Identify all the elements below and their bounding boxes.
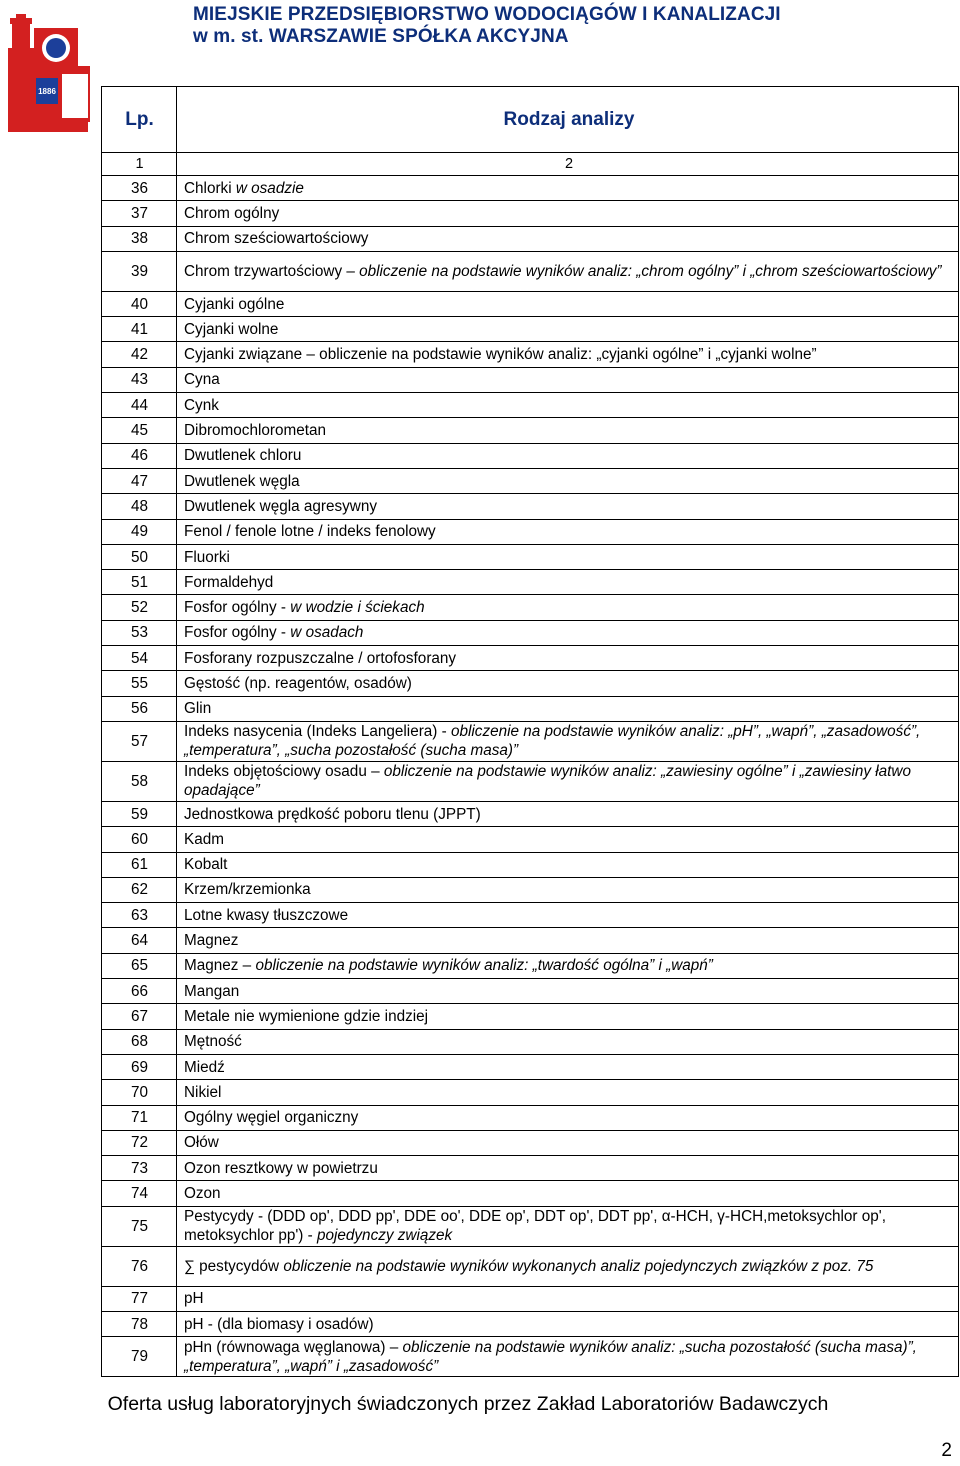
row-lp: 44	[102, 393, 177, 418]
row-analysis-name	[177, 1105, 959, 1130]
row-analysis-name	[177, 251, 959, 291]
row-name-italic: obliczenie na podstawie wyników analiz: „zawiesiny ogólne” i „zawiesiny łatwo opadające”	[184, 763, 911, 800]
row-name-italic: w wodzie i ściekach	[290, 599, 425, 617]
row-lp: 71	[102, 1105, 177, 1130]
row-analysis-name	[177, 1130, 959, 1155]
row-lp: 61	[102, 852, 177, 877]
table-row	[102, 1246, 959, 1286]
row-analysis-name	[177, 342, 959, 367]
row-lp: 76	[102, 1246, 177, 1286]
row-lp: 47	[102, 468, 177, 493]
row-name-text: Formaldehyd	[184, 573, 274, 591]
row-name-text: Mangan	[184, 982, 240, 1000]
row-analysis-name	[177, 494, 959, 519]
row-name-text: Miedź	[184, 1058, 225, 1076]
row-analysis-name	[177, 201, 959, 226]
table-row	[102, 1286, 959, 1311]
row-lp: 45	[102, 418, 177, 443]
row-name-text: Cyna	[184, 371, 220, 389]
row-analysis-name	[177, 801, 959, 826]
row-name-text: Dwutlenek węgla	[184, 472, 300, 490]
table-row	[102, 721, 959, 761]
row-lp: 46	[102, 443, 177, 468]
row-lp: 48	[102, 494, 177, 519]
row-lp: 41	[102, 317, 177, 342]
table-row	[102, 671, 959, 696]
row-name-italic: w osadzie	[235, 179, 304, 197]
table-row	[102, 953, 959, 978]
row-analysis-name	[177, 226, 959, 251]
table-row	[102, 519, 959, 544]
row-name-text: pHn (równowaga węglanowa) –	[184, 1338, 403, 1356]
footer-text: Oferta usług laboratoryjnych świadczonych przez Zakład Laboratoriów Badawczych	[107, 1393, 829, 1415]
row-lp: 53	[102, 620, 177, 645]
table-row	[102, 570, 959, 595]
row-name-text: Jednostkowa prędkość poboru tlenu (JPPT)	[184, 805, 481, 823]
row-name-text: Glin	[184, 700, 212, 718]
row-name-text: pH	[184, 1290, 204, 1308]
row-analysis-name	[177, 418, 959, 443]
company-name	[193, 4, 781, 48]
table-row	[102, 696, 959, 721]
row-lp: 69	[102, 1054, 177, 1079]
table-row	[102, 342, 959, 367]
row-analysis-name	[177, 928, 959, 953]
row-name-text: Dwutlenek węgla agresywny	[184, 497, 378, 515]
row-name-text: Indeks objętościowy osadu –	[184, 763, 384, 781]
row-name-text: Kadm	[184, 830, 224, 848]
table-row	[102, 801, 959, 826]
row-name-text: Chrom ogólny	[184, 204, 280, 222]
row-analysis-name	[177, 721, 959, 761]
table-row	[102, 1105, 959, 1130]
table-row	[102, 903, 959, 928]
row-name-italic: obliczenie na podstawie wyników analiz: „chrom ogólny” i „chrom sześciowartościowy”	[359, 262, 942, 280]
row-name-text: Ołów	[184, 1134, 219, 1152]
table-row	[102, 1029, 959, 1054]
row-lp: 70	[102, 1080, 177, 1105]
footer	[0, 1393, 960, 1416]
row-analysis-name	[177, 468, 959, 493]
table-row	[102, 827, 959, 852]
row-analysis-name	[177, 367, 959, 392]
row-lp: 37	[102, 201, 177, 226]
row-lp: 79	[102, 1337, 177, 1377]
row-lp: 67	[102, 1004, 177, 1029]
row-name-text: Lotne kwasy tłuszczowe	[184, 906, 349, 924]
row-analysis-name	[177, 544, 959, 569]
row-analysis-name	[177, 827, 959, 852]
table-row	[102, 226, 959, 251]
row-analysis-name	[177, 595, 959, 620]
column-number-row	[102, 153, 959, 176]
row-analysis-name	[177, 1004, 959, 1029]
table-row	[102, 494, 959, 519]
row-analysis-name	[177, 646, 959, 671]
row-analysis-name	[177, 1156, 959, 1181]
col-name-number: 2	[177, 153, 959, 176]
row-name-text: Ozon	[184, 1185, 221, 1203]
row-name-text: Magnez –	[184, 957, 256, 975]
row-lp: 66	[102, 979, 177, 1004]
row-name-text: Chlorki	[184, 179, 236, 197]
col-name-header: Rodzaj analizy	[177, 87, 959, 153]
row-lp: 60	[102, 827, 177, 852]
row-analysis-name	[177, 953, 959, 978]
row-lp: 77	[102, 1286, 177, 1311]
table-row	[102, 928, 959, 953]
row-analysis-name	[177, 1029, 959, 1054]
row-analysis-name	[177, 291, 959, 316]
table-header-row	[102, 87, 959, 153]
row-analysis-name	[177, 696, 959, 721]
row-lp: 54	[102, 646, 177, 671]
row-name-text: Chrom sześciowartościowy	[184, 230, 369, 248]
table-row	[102, 251, 959, 291]
table-row	[102, 761, 959, 801]
row-lp: 74	[102, 1181, 177, 1206]
table-row	[102, 1311, 959, 1336]
row-analysis-name	[177, 317, 959, 342]
table-row	[102, 468, 959, 493]
table-row	[102, 877, 959, 902]
table-row	[102, 1130, 959, 1155]
table-row	[102, 1156, 959, 1181]
table-row	[102, 620, 959, 645]
row-lp: 42	[102, 342, 177, 367]
row-lp: 36	[102, 176, 177, 201]
row-name-italic: obliczenie na podstawie wyników analiz: „sucha pozostałość (sucha masa)”, „temperatura”, „wapń” i „zasadowość”	[184, 1338, 917, 1375]
row-name-text: Cyjanki wolne	[184, 320, 279, 338]
logo-year: 1886	[38, 87, 56, 96]
table-row	[102, 1337, 959, 1377]
row-name-text: Ozon resztkowy w powietrzu	[184, 1159, 378, 1177]
row-lp: 59	[102, 801, 177, 826]
row-lp: 78	[102, 1311, 177, 1336]
row-name-text: Kobalt	[184, 856, 228, 874]
row-lp: 58	[102, 761, 177, 801]
table-row	[102, 1181, 959, 1206]
row-analysis-name	[177, 443, 959, 468]
row-analysis-name	[177, 1286, 959, 1311]
row-name-italic: obliczenie na podstawie wyników analiz: „pH”, „wapń”, „zasadowość”, „temperatura”, „sucha pozostałość (sucha masa)”	[184, 723, 921, 760]
row-name-text: Indeks nasycenia (Indeks Langeliera) -	[184, 723, 451, 741]
row-name-text: Ogólny węgiel organiczny	[184, 1109, 359, 1127]
row-analysis-name	[177, 877, 959, 902]
row-analysis-name	[177, 761, 959, 801]
row-name-text: Cyjanki związane – obliczenie na podstawie wyników analiz: „cyjanki ogólne” i „cyjanki wolne”	[184, 346, 817, 364]
table-row	[102, 1206, 959, 1246]
row-analysis-name	[177, 620, 959, 645]
company-name-line2: w m. st. WARSZAWIE SPÓŁKA AKCYJNA	[193, 26, 569, 47]
row-name-italic: w osadach	[290, 624, 364, 642]
table-row	[102, 176, 959, 201]
row-name-italic: obliczenie na podstawie wyników wykonanych analiz pojedynczych związków z poz. 75	[283, 1257, 874, 1275]
row-lp: 68	[102, 1029, 177, 1054]
table-row	[102, 443, 959, 468]
row-analysis-name	[177, 903, 959, 928]
row-lp: 43	[102, 367, 177, 392]
row-lp: 72	[102, 1130, 177, 1155]
row-name-text: Gęstość (np. reagentów, osadów)	[184, 674, 412, 692]
row-lp: 56	[102, 696, 177, 721]
table-row	[102, 1080, 959, 1105]
row-analysis-name	[177, 519, 959, 544]
row-name-text: ∑ pestycydów	[184, 1257, 284, 1275]
table-row	[102, 544, 959, 569]
row-lp: 63	[102, 903, 177, 928]
table-row	[102, 418, 959, 443]
row-lp: 55	[102, 671, 177, 696]
table-row	[102, 1054, 959, 1079]
table-row	[102, 646, 959, 671]
row-analysis-name	[177, 1206, 959, 1246]
row-name-text: Cynk	[184, 396, 219, 414]
row-name-text: Nikiel	[184, 1083, 222, 1101]
row-name-text: Fenol / fenole lotne / indeks fenolowy	[184, 523, 436, 541]
row-lp: 64	[102, 928, 177, 953]
row-name-text: Krzem/krzemionka	[184, 881, 311, 899]
row-name-text: Fluorki	[184, 548, 230, 566]
row-lp: 49	[102, 519, 177, 544]
row-lp: 38	[102, 226, 177, 251]
row-lp: 51	[102, 570, 177, 595]
row-analysis-name	[177, 1181, 959, 1206]
table-row	[102, 595, 959, 620]
row-analysis-name	[177, 852, 959, 877]
company-name-line1: MIEJSKIE PRZEDSIĘBIORSTWO WODOCIĄGÓW I KANALIZACJI	[193, 4, 781, 25]
row-lp: 40	[102, 291, 177, 316]
row-analysis-name	[177, 979, 959, 1004]
table-row	[102, 291, 959, 316]
row-name-text: Dibromochlorometan	[184, 422, 326, 440]
table-row	[102, 317, 959, 342]
row-name-text: Fosfor ogólny -	[184, 599, 291, 617]
row-name-text: Fosfor ogólny -	[184, 624, 291, 642]
row-lp: 62	[102, 877, 177, 902]
row-name-text: Pestycydy - (DDD op', DDD pp', DDE oo', DDE op', DDT op', DDT pp', α-HCH, γ-HCH,metoksychlor op', metoksychlor pp') -	[184, 1208, 886, 1245]
row-analysis-name	[177, 1054, 959, 1079]
row-analysis-name	[177, 1337, 959, 1377]
row-analysis-name	[177, 570, 959, 595]
analysis-table	[101, 86, 959, 1377]
row-name-text: Dwutlenek chloru	[184, 447, 302, 465]
row-name-text: Fosforany rozpuszczalne / ortofosforany	[184, 649, 457, 667]
table-row	[102, 852, 959, 877]
row-name-text: Chrom trzywartościowy –	[184, 262, 360, 280]
page-number: 2	[941, 1440, 952, 1461]
row-analysis-name	[177, 1080, 959, 1105]
mpwik-logo	[4, 8, 94, 136]
row-analysis-name	[177, 393, 959, 418]
row-lp: 52	[102, 595, 177, 620]
row-name-italic: obliczenie na podstawie wyników analiz: „twardość ogólna” i „wapń”	[255, 957, 713, 975]
row-analysis-name	[177, 176, 959, 201]
row-lp: 75	[102, 1206, 177, 1246]
row-name-italic: pojedynczy związek	[316, 1227, 453, 1245]
row-analysis-name	[177, 671, 959, 696]
table-row	[102, 393, 959, 418]
row-analysis-name	[177, 1311, 959, 1336]
col-lp-number: 1	[102, 153, 177, 176]
row-name-text: Cyjanki ogólne	[184, 295, 285, 313]
row-name-text: pH - (dla biomasy i osadów)	[184, 1315, 374, 1333]
row-lp: 65	[102, 953, 177, 978]
row-analysis-name	[177, 1246, 959, 1286]
table-row	[102, 979, 959, 1004]
row-lp: 73	[102, 1156, 177, 1181]
col-lp-header: Lp.	[102, 87, 177, 153]
row-lp: 50	[102, 544, 177, 569]
table-row	[102, 1004, 959, 1029]
row-name-text: Metale nie wymienione gdzie indziej	[184, 1007, 429, 1025]
row-lp: 39	[102, 251, 177, 291]
table-row	[102, 367, 959, 392]
row-name-text: Mętność	[184, 1033, 242, 1051]
row-lp: 57	[102, 721, 177, 761]
table-row	[102, 201, 959, 226]
row-name-text: Magnez	[184, 932, 239, 950]
